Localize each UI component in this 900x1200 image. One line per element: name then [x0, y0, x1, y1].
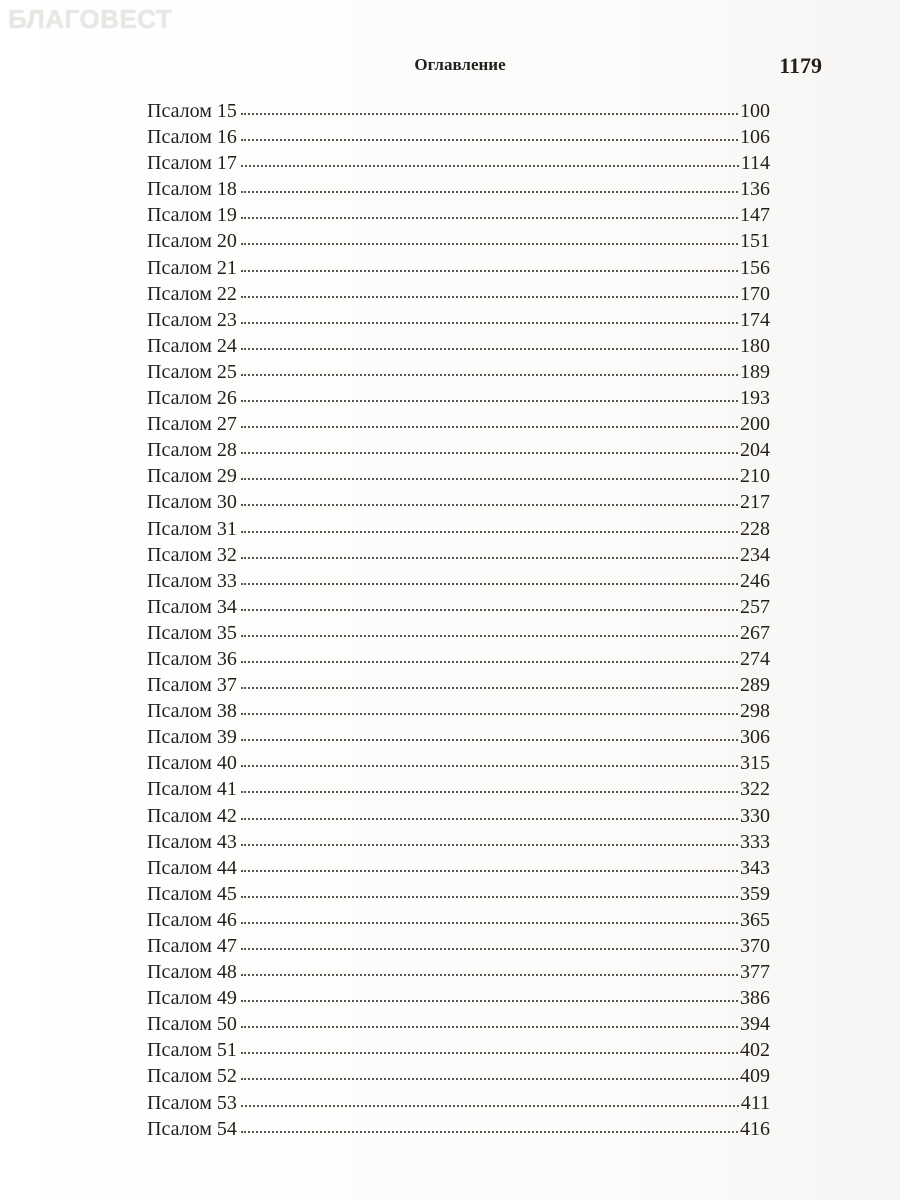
dot-leader — [241, 229, 738, 245]
dot-leader — [241, 334, 738, 350]
dot-leader — [241, 386, 738, 402]
toc-entry-label: Псалом 44 — [147, 856, 237, 879]
page-header — [0, 55, 900, 85]
toc-entry-page: 136 — [740, 178, 770, 201]
toc-entry-label: Псалом 27 — [147, 413, 237, 436]
toc-entry-label: Псалом 17 — [147, 152, 237, 175]
toc-entry-label: Псалом 30 — [147, 491, 237, 514]
toc-entry — [147, 724, 770, 750]
toc-entry — [147, 959, 770, 985]
dot-leader — [241, 934, 738, 950]
dot-leader — [241, 830, 738, 846]
toc-entry-label: Псалом 36 — [147, 647, 237, 670]
toc-entry — [147, 568, 770, 594]
dot-leader — [241, 777, 738, 793]
dot-leader — [241, 986, 738, 1002]
toc-entry — [147, 202, 770, 228]
toc-entry — [147, 307, 770, 333]
dot-leader — [241, 595, 738, 611]
toc-entry-page: 193 — [740, 387, 770, 410]
toc-entry-label: Псалом 31 — [147, 517, 237, 540]
toc-entry-page: 106 — [740, 126, 770, 149]
toc-entry-page: 394 — [740, 1013, 770, 1036]
toc-entry-label: Псалом 22 — [147, 282, 237, 305]
toc-entry-label: Псалом 48 — [147, 961, 237, 984]
toc-entry-page: 330 — [740, 804, 770, 827]
toc-entry-label: Псалом 47 — [147, 935, 237, 957]
toc-entry — [147, 907, 770, 933]
toc-entry-label: Псалом 15 — [147, 100, 237, 122]
toc-entry — [147, 803, 770, 829]
toc-entry — [147, 516, 770, 542]
toc-entry-page: 386 — [740, 987, 770, 1010]
toc-entry-label: Псалом 23 — [147, 308, 237, 331]
toc-entry-label: Псалом 21 — [147, 256, 237, 279]
toc-entry-page: 359 — [740, 882, 770, 905]
toc-entry-label: Псалом 43 — [147, 830, 237, 853]
toc-entry-label: Псалом 33 — [147, 569, 237, 592]
toc-entry — [147, 359, 770, 385]
toc-entry-label: Псалом 45 — [147, 882, 237, 905]
dot-leader — [241, 621, 738, 637]
toc-entry — [147, 829, 770, 855]
toc-entry-page: 234 — [740, 543, 770, 566]
toc-entry-page: 151 — [740, 230, 770, 253]
dot-leader — [241, 960, 738, 976]
toc-entry-page: 210 — [740, 465, 770, 488]
toc-entry-label: Псалом 28 — [147, 439, 237, 462]
dot-leader — [241, 412, 738, 428]
dot-leader — [241, 908, 738, 924]
toc-entry — [147, 750, 770, 776]
toc-entry-page: 343 — [740, 856, 770, 879]
toc-entry-label: Псалом 34 — [147, 595, 237, 618]
toc-entry-page: 200 — [740, 413, 770, 436]
dot-leader — [241, 882, 738, 898]
toc-entry-page: 228 — [740, 517, 770, 540]
toc-entry-label: Псалом 35 — [147, 621, 237, 644]
dot-leader — [241, 725, 738, 741]
toc-entry — [147, 150, 770, 176]
dot-leader — [241, 438, 738, 454]
toc-entry-page: 246 — [740, 569, 770, 592]
toc-entry-page: 416 — [740, 1117, 770, 1140]
toc-entry-page: 267 — [740, 621, 770, 644]
toc-entry-label: Псалом 25 — [147, 360, 237, 383]
toc-entry-label: Псалом 42 — [147, 804, 237, 827]
dot-leader — [241, 256, 738, 272]
toc-entry-label: Псалом 24 — [147, 334, 237, 357]
dot-leader — [241, 308, 738, 324]
dot-leader — [241, 699, 738, 715]
toc-entry — [147, 698, 770, 724]
toc-entry-page: 204 — [740, 439, 770, 462]
toc-entry — [147, 281, 770, 307]
toc-entry-page: 274 — [740, 647, 770, 670]
toc-entry — [147, 646, 770, 672]
toc-entry — [147, 620, 770, 646]
toc-entry-label: Псалом 26 — [147, 387, 237, 410]
dot-leader — [241, 856, 738, 872]
toc-entry — [147, 1116, 770, 1142]
toc-entry-page: 402 — [740, 1039, 770, 1062]
toc-entry — [147, 1090, 770, 1116]
watermark: БЛАГОВЕСТ — [8, 4, 173, 34]
dot-leader — [241, 1038, 738, 1054]
dot-leader — [241, 203, 738, 219]
dot-leader — [241, 804, 738, 820]
toc-entry — [147, 933, 770, 959]
toc-entry-page: 409 — [740, 1065, 770, 1088]
toc-entry — [147, 463, 770, 489]
toc-entry — [147, 1011, 770, 1037]
toc-entry — [147, 98, 770, 124]
toc-entry-page: 315 — [740, 752, 770, 775]
toc-entry — [147, 411, 770, 437]
toc-entry-label: Псалом 51 — [147, 1039, 237, 1062]
toc-entry-page: 298 — [740, 700, 770, 723]
toc-entry-page: 306 — [740, 726, 770, 749]
toc-entry-page: 189 — [740, 360, 770, 383]
toc-entry-page: 170 — [740, 282, 770, 305]
dot-leader — [241, 125, 738, 141]
dot-leader — [241, 543, 738, 559]
toc-entry-page: 257 — [740, 595, 770, 618]
dot-leader — [241, 1064, 738, 1080]
dot-leader — [241, 751, 738, 767]
toc-entry-page: 217 — [740, 491, 770, 514]
dot-leader — [241, 1091, 739, 1107]
toc-entry-label: Псалом 18 — [147, 178, 237, 201]
toc-entry — [147, 228, 770, 254]
dot-leader — [241, 99, 738, 115]
toc-entry-page: 100 — [740, 100, 770, 122]
toc-entry — [147, 437, 770, 463]
dot-leader — [241, 673, 738, 689]
toc-entry-label: Псалом 53 — [147, 1091, 237, 1114]
toc-entry — [147, 855, 770, 881]
toc-entry — [147, 985, 770, 1011]
dot-leader — [241, 569, 738, 585]
toc-entry — [147, 672, 770, 698]
page-number: 1179 — [779, 53, 822, 78]
toc-entry-page: 411 — [740, 1091, 770, 1114]
toc-entry-label: Псалом 50 — [147, 1013, 237, 1036]
toc-entry-page: 174 — [740, 308, 770, 331]
dot-leader — [241, 464, 738, 480]
table-of-contents — [147, 98, 770, 1142]
toc-entry-page: 377 — [740, 961, 770, 984]
toc-entry-page: 322 — [740, 778, 770, 801]
toc-entry-label: Псалом 38 — [147, 700, 237, 723]
toc-entry-page: 365 — [740, 908, 770, 931]
toc-entry — [147, 176, 770, 202]
toc-entry-label: Псалом 29 — [147, 465, 237, 488]
toc-entry-label: Псалом 41 — [147, 778, 237, 801]
toc-entry — [147, 594, 770, 620]
toc-entry — [147, 881, 770, 907]
toc-entry-label: Псалом 19 — [147, 204, 237, 227]
toc-entry-label: Псалом 40 — [147, 752, 237, 775]
toc-entry-label: Псалом 20 — [147, 230, 237, 253]
toc-entry-page: 114 — [740, 152, 770, 175]
toc-entry — [147, 776, 770, 802]
toc-entry-page: 333 — [740, 830, 770, 853]
toc-entry — [147, 255, 770, 281]
dot-leader — [241, 517, 738, 533]
dot-leader — [241, 151, 739, 167]
toc-entry-page: 180 — [740, 334, 770, 357]
toc-entry-label: Псалом 52 — [147, 1065, 237, 1088]
toc-entry — [147, 542, 770, 568]
dot-leader — [241, 282, 738, 298]
toc-entry — [147, 489, 770, 515]
dot-leader — [241, 360, 738, 376]
toc-entry-page: 147 — [740, 204, 770, 227]
dot-leader — [241, 177, 738, 193]
page-title: Оглавление — [414, 55, 506, 74]
toc-entry-page: 289 — [740, 674, 770, 697]
toc-entry-page: 156 — [740, 256, 770, 279]
dot-leader — [241, 647, 738, 663]
toc-entry-label: Псалом 54 — [147, 1117, 237, 1140]
toc-entry — [147, 124, 770, 150]
toc-entry — [147, 385, 770, 411]
toc-entry-label: Псалом 32 — [147, 543, 237, 566]
dot-leader — [241, 490, 738, 506]
toc-entry-page: 370 — [740, 935, 770, 957]
toc-entry — [147, 333, 770, 359]
dot-leader — [241, 1012, 738, 1028]
toc-entry-label: Псалом 37 — [147, 674, 237, 697]
toc-entry-label: Псалом 39 — [147, 726, 237, 749]
toc-entry — [147, 1063, 770, 1089]
dot-leader — [241, 1117, 738, 1133]
toc-entry — [147, 1037, 770, 1063]
toc-entry-label: Псалом 49 — [147, 987, 237, 1010]
toc-entry-label: Псалом 46 — [147, 908, 237, 931]
toc-entry-label: Псалом 16 — [147, 126, 237, 149]
